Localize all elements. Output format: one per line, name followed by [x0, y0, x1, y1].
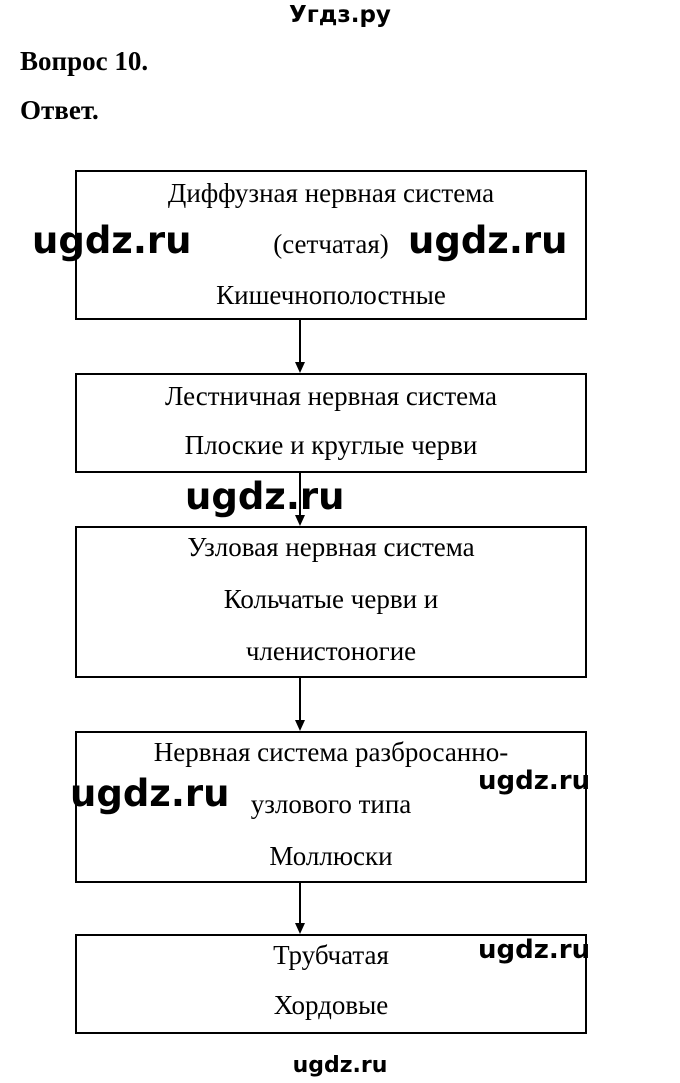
- watermark: ugdz.ru: [70, 772, 230, 815]
- box-line: Хордовые: [273, 990, 389, 1020]
- box-line: Нервная система разбросанно-: [153, 737, 509, 767]
- box-nodal-nervous-system: [75, 526, 587, 678]
- watermark: ugdz.ru: [478, 935, 591, 965]
- watermark: ugdz.ru: [478, 766, 591, 796]
- box-line: Диффузная нервная система: [167, 178, 495, 208]
- answer-title: Ответ.: [20, 95, 99, 125]
- box-line: Кольчатые черви и: [223, 584, 439, 614]
- box-line: Трубчатая: [273, 940, 389, 970]
- question-title: Вопрос 10.: [20, 46, 149, 76]
- box-line: (сетчатая): [273, 229, 389, 259]
- arrow-3-4: [295, 678, 305, 731]
- arrow-4-5: [295, 883, 305, 934]
- box-line: Узловая нервная система: [187, 532, 475, 562]
- box-line: Плоские и круглые черви: [184, 430, 478, 460]
- box-line: Лестничная нервная система: [164, 381, 497, 411]
- site-footer: ugdz.ru: [292, 1053, 388, 1078]
- site-header: Угдз.ру: [289, 2, 391, 28]
- arrow-1-2: [295, 320, 305, 373]
- box-line: узлового типа: [250, 789, 412, 819]
- box-line: Моллюски: [269, 841, 393, 871]
- watermark: ugdz.ru: [32, 219, 192, 262]
- box-line: Кишечнополостные: [216, 280, 446, 310]
- watermark: ugdz.ru: [185, 475, 345, 518]
- watermark: ugdz.ru: [408, 219, 568, 262]
- box-ladder-nervous-system: [75, 373, 587, 473]
- box-line: членистоногие: [245, 636, 417, 666]
